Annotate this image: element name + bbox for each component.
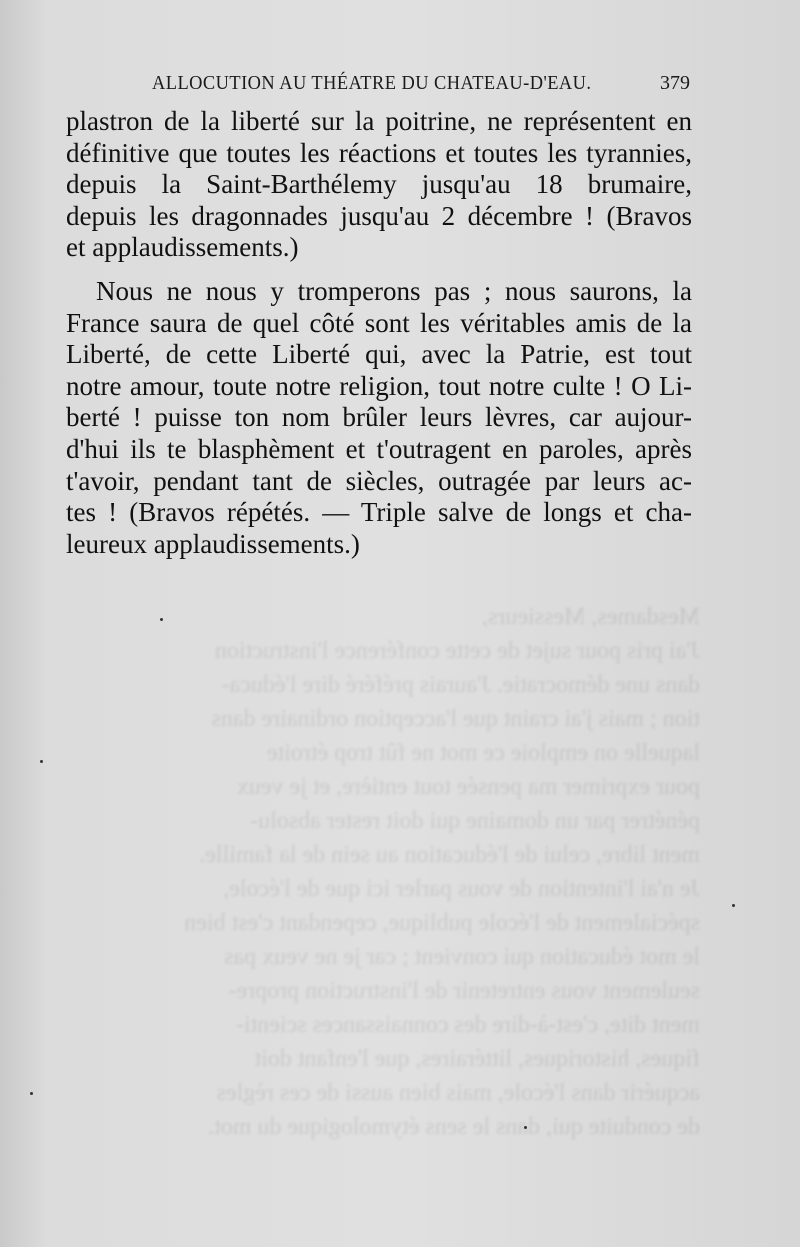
ink-speck: [732, 904, 735, 907]
text-line: d'hui ils te blasphèment et t'outragent en paroles, après: [66, 433, 692, 464]
bleed-through-text: Mesdames, Messieurs, J'ai pris pour sujet de cette conférence l'instruction dans une démocratie. J'aurais préféré dire l'éduca- tion ; mais j'ai craint que l'acception ordinaire dans laquelle on emploie ce mot ne fût trop étroite pour exprimer ma pensée tout entière, et je veux pénétrer par un domaine qui doit rester absolu- ment libre, celui de l'éducation au sein de la famille. Je n'ai l'intention de vous parler ici que de l'école, spécialement de l'école publique, cependant c'est bien le mot éducation qui convient ; car je ne veux pas seulement vous entretenir de l'instruction propre- ment dite, c'est-à-dire des connaissances scienti- fiques, historiques, littéraires, que l'enfant doit acquérir dans l'école, mais bien aussi de ces règles de conduite qui, dans le sens étymologique du mot.: [184, 604, 700, 1140]
ink-speck: [40, 760, 43, 763]
running-header: [66, 66, 694, 100]
text-line: berté ! puisse ton nom brûler leurs lèvres, car aujour-: [66, 402, 692, 433]
text-line: notre amour, toute notre religion, tout notre culte ! O Li-: [66, 370, 692, 401]
paragraph: [66, 276, 692, 560]
text-line: Liberté, de cette Liberté qui, avec la Patrie, est tout: [66, 339, 692, 370]
text-line: leureux applaudissements.): [66, 528, 360, 559]
text-line: définitive que toutes les réactions et toutes les tyrannies,: [66, 137, 692, 168]
running-title: ALLOCUTION AU THÉATRE DU CHATEAU-D'EAU.: [152, 72, 592, 94]
ink-speck: [524, 1126, 527, 1129]
text-line: et applaudissements.): [66, 232, 299, 263]
text-line: depuis la Saint-Barthélemy jusqu'au 18 brumaire,: [66, 169, 692, 200]
text-line: France saura de quel côté sont les véritables amis de la: [66, 307, 692, 338]
text-line: depuis les dragonnades jusqu'au 2 décembre ! (Bravos: [66, 200, 692, 231]
paragraph: [66, 106, 692, 264]
text-line: t'avoir, pendant tant de siècles, outragée par leurs ac-: [66, 465, 692, 496]
ink-speck: [30, 1092, 33, 1095]
text-line: tes ! (Bravos répétés. — Triple salve de longs et cha-: [66, 497, 692, 528]
text-line: Nous ne nous y tromperons pas ; nous saurons, la: [96, 275, 692, 306]
ink-speck: [160, 618, 163, 621]
page-number: 379: [660, 72, 690, 94]
body-text: [66, 106, 692, 560]
text-line: plastron de la liberté sur la poitrine, ne représentent en: [66, 106, 692, 136]
